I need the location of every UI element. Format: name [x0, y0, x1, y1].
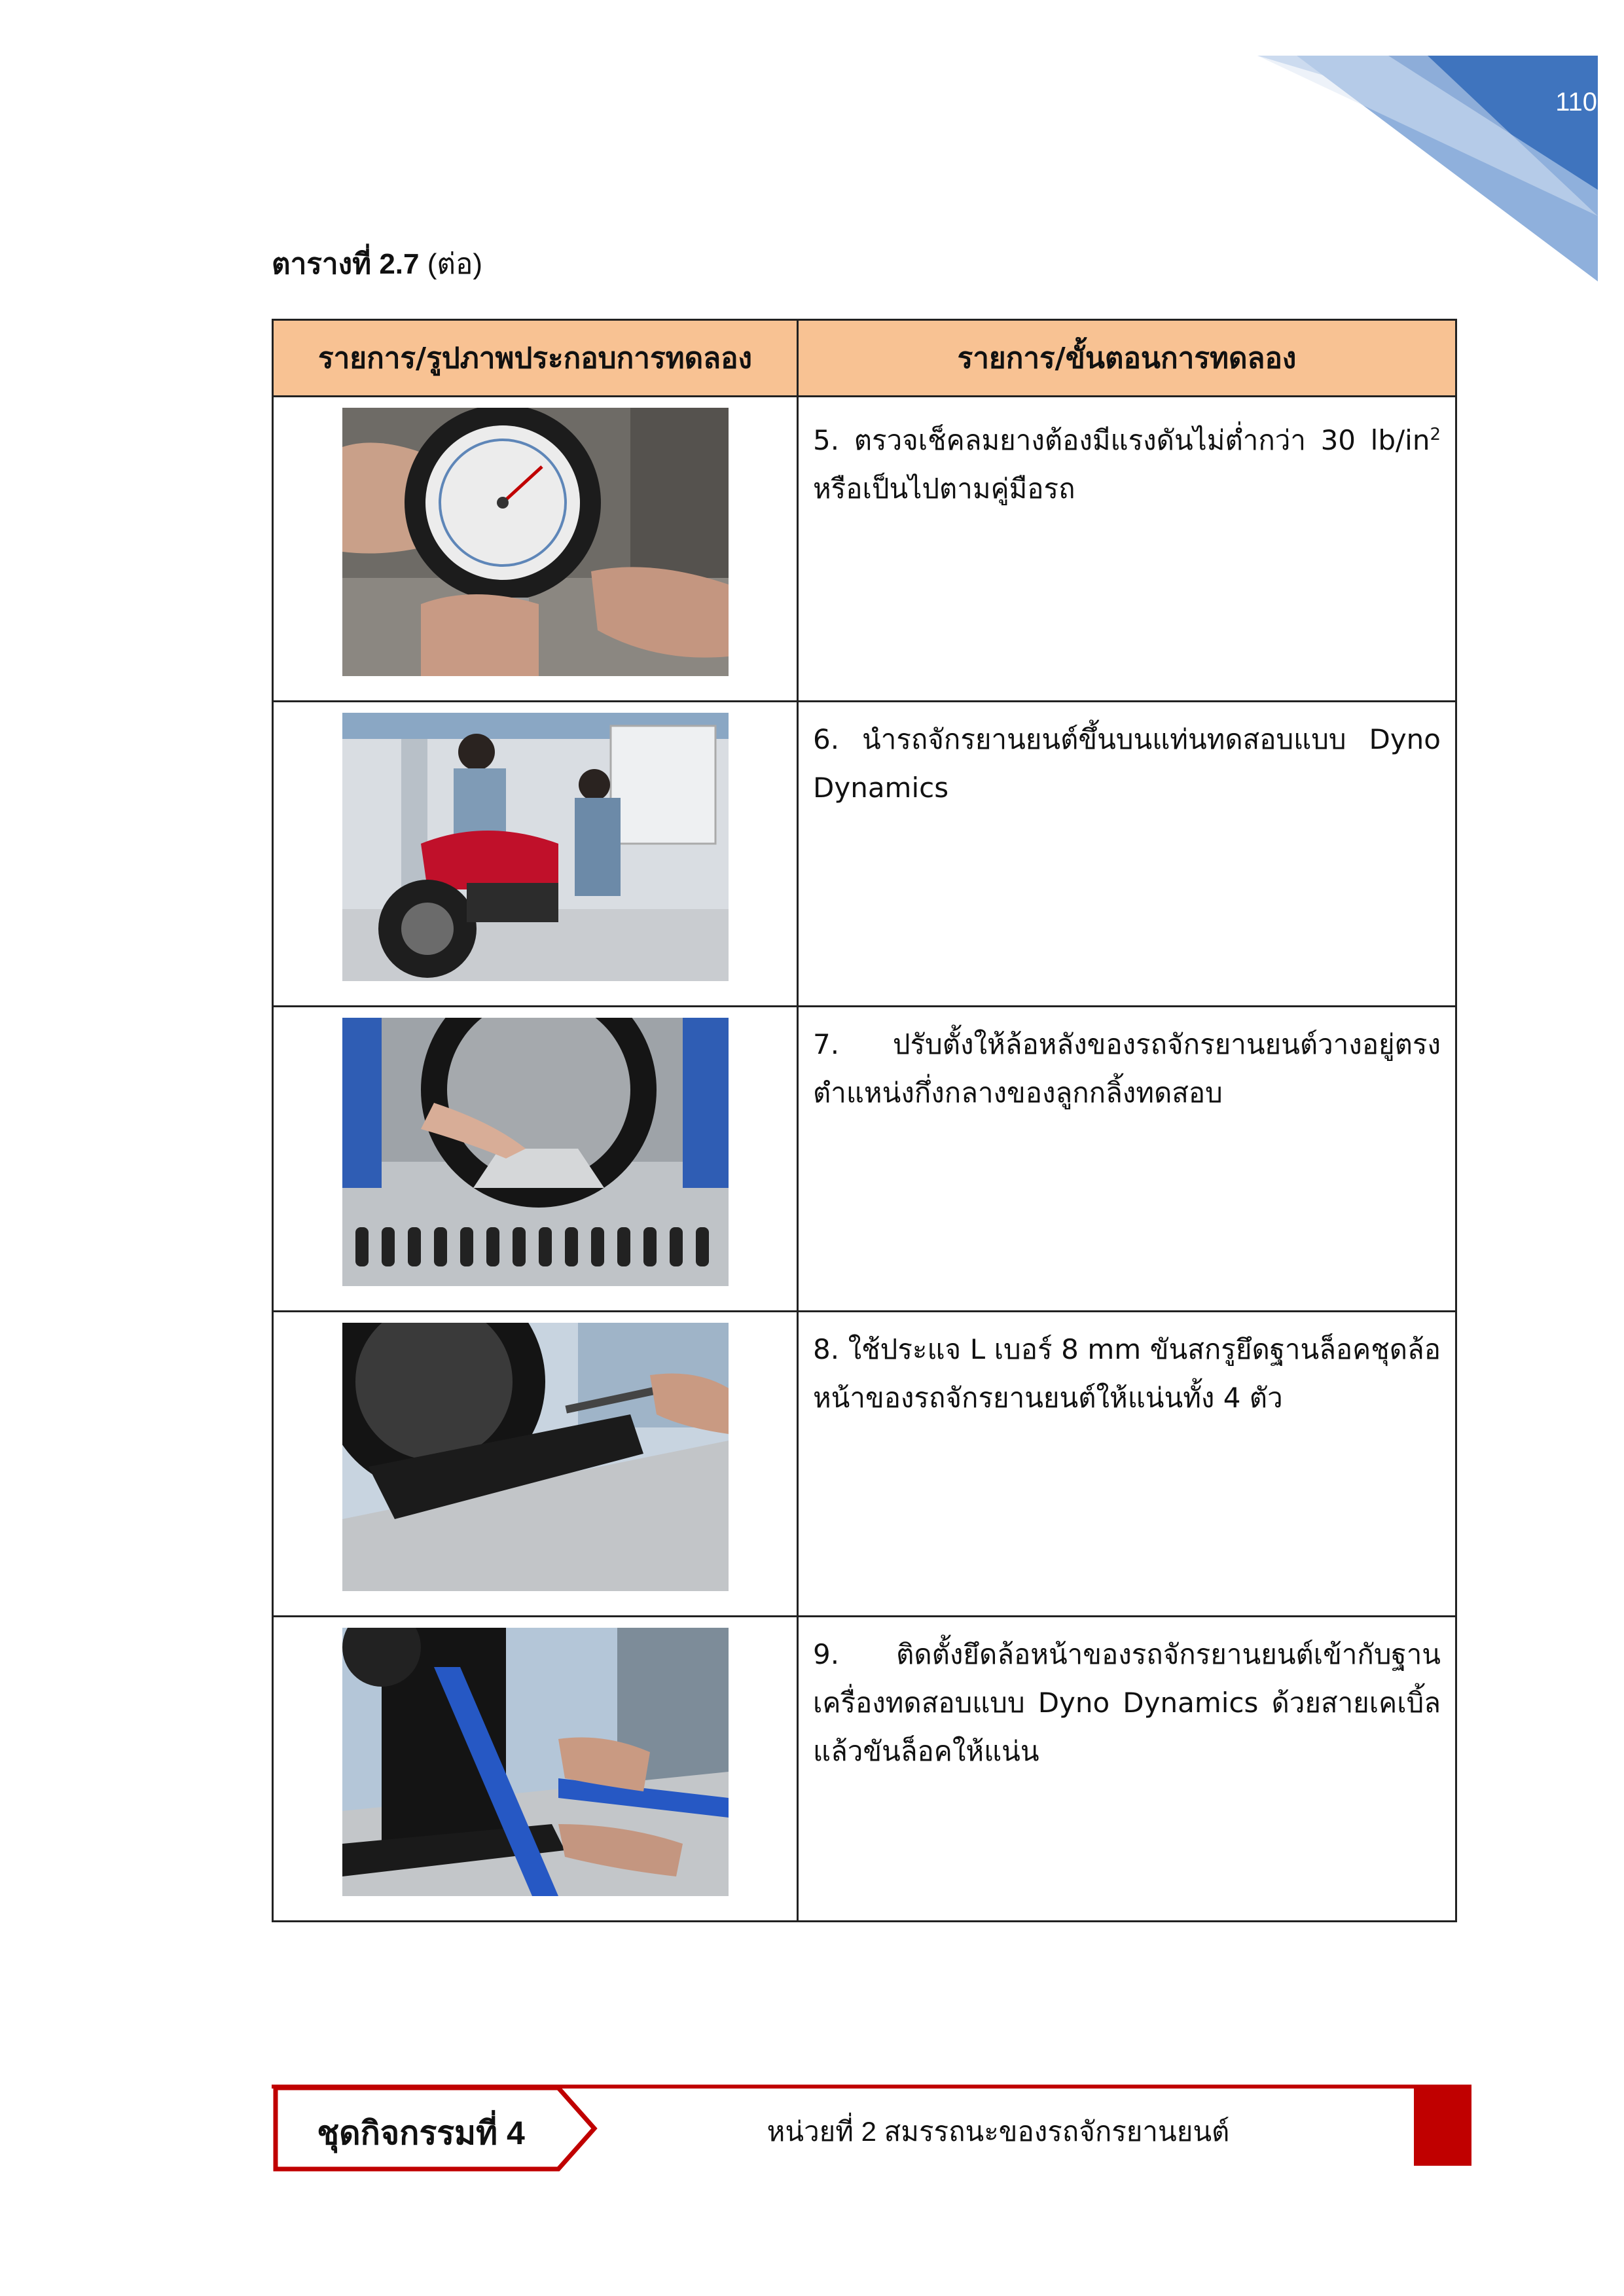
activity-label: ชุดกิจกรรมที่ 4 [317, 2115, 525, 2151]
step-cell [798, 702, 1456, 1007]
tire-pressure-gauge-photo [342, 408, 729, 676]
image-cell [273, 397, 798, 702]
table-row [273, 1312, 1456, 1617]
header-steps: รายการ/ขั้นตอนการทดลอง [798, 320, 1456, 397]
corner-decoration [1257, 0, 1624, 281]
step-cell [798, 1007, 1456, 1312]
table-row [273, 702, 1456, 1007]
step-cell [798, 1312, 1456, 1617]
wheel-clamp-wrench-photo [342, 1323, 729, 1591]
step-7-text: 7. ปรับตั้งให้ล้อหลังของรถจักรยานยนต์วางอยู่ตรงตำแหน่งกึ่งกลางของลูกกลิ้งทดสอบ [813, 1028, 1441, 1109]
rear-wheel-on-roller-photo [342, 1018, 729, 1286]
step-cell [798, 397, 1456, 702]
image-cell [273, 1312, 798, 1617]
table-caption-suffix: (ต่อ) [427, 248, 483, 280]
table-caption [272, 241, 482, 287]
step-5-text-cont: หรือเป็นไปตามคู่มือรถ [813, 473, 1075, 505]
motorcycle-onto-dyno-photo [342, 713, 729, 981]
table-row [273, 1007, 1456, 1312]
image-cell [273, 1007, 798, 1312]
image-cell [273, 702, 798, 1007]
step-5-superscript: 2 [1430, 425, 1441, 444]
unit-label: หน่วยที่ 2 สมรรถนะของรถจักรยานยนต์ [767, 2116, 1230, 2147]
table-header-row [273, 320, 1456, 397]
page-number: 110 [1555, 88, 1597, 117]
step-9-text: 9. ติดตั้งยึดล้อหน้าของรถจักรยานยนต์เข้ากับฐานเครื่องทดสอบแบบ Dyno Dynamics ด้วยสายเคเบิ้ลแล้วขันล็อคให้แน่น [813, 1638, 1441, 1767]
step-5-text: 5. ตรวจเช็คลมยางต้องมีแรงดันไม่ต่ำกว่า 30 lb/in [813, 424, 1430, 456]
step-8-text: 8. ใช้ประแจ L เบอร์ 8 mm ขันสกรูยึดฐานล็อคชุดล้อหน้าของรถจักรยานยนต์ให้แน่นทั้ง 4 ตัว [813, 1333, 1441, 1414]
front-wheel-strap-photo [342, 1628, 729, 1896]
table-row [273, 1617, 1456, 1922]
footer-red-block [1414, 2085, 1471, 2166]
step-cell [798, 1617, 1456, 1922]
step-6-text: 6. นำรถจักรยานยนต์ขึ้นบนแท่นทดสอบแบบ Dyno Dynamics [813, 723, 1441, 804]
experiment-table [272, 319, 1457, 1922]
image-cell [273, 1617, 798, 1922]
table-row [273, 397, 1456, 702]
step-text [813, 424, 1441, 505]
header-images: รายการ/รูปภาพประกอบการทดลอง [273, 320, 798, 397]
table-caption-label: ตารางที่ 2.7 [272, 248, 420, 280]
